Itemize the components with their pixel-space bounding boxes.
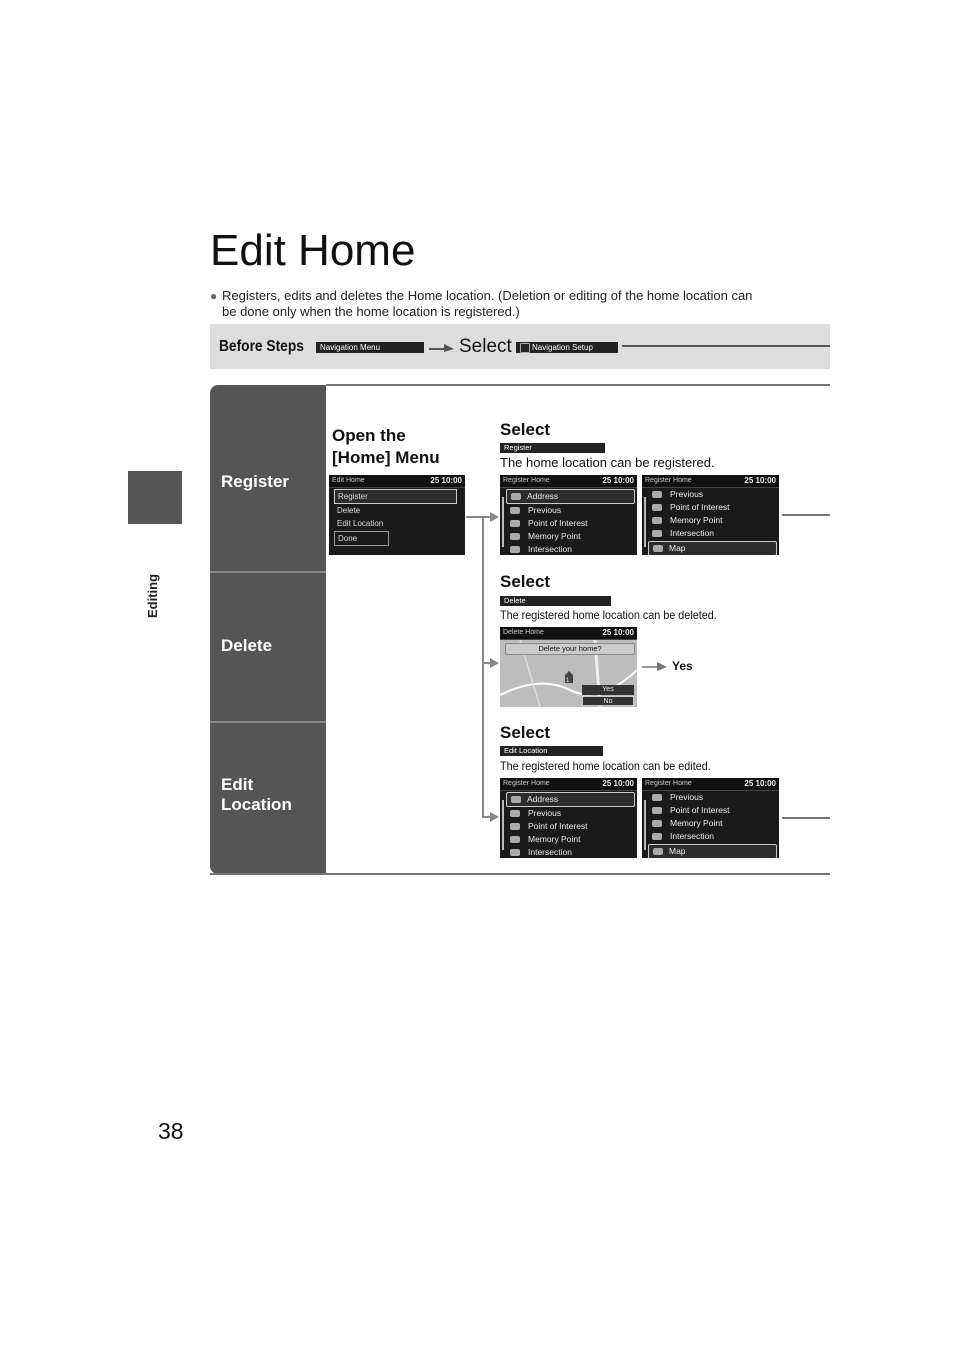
option-intersection[interactable]: Intersection — [642, 527, 779, 540]
option-previous[interactable]: Previous — [500, 504, 637, 517]
bullet-icon: ● — [210, 289, 218, 303]
section-label-register: Register — [221, 472, 290, 491]
delete-description: The registered home location can be deleted. — [500, 608, 717, 622]
edit-register-screen-b — [642, 778, 779, 858]
option-intersection[interactable]: Intersection — [642, 830, 779, 843]
poi-icon — [510, 520, 520, 527]
option-poi[interactable]: Point of Interest — [642, 804, 779, 817]
previous-icon — [652, 491, 662, 498]
navigation-setup-button[interactable] — [516, 342, 618, 353]
intersection-icon — [652, 530, 662, 537]
intro-paragraph — [210, 288, 770, 320]
delete-select-heading: Select — [500, 572, 551, 591]
arrow-right-icon — [488, 657, 500, 669]
continue-line — [782, 817, 830, 819]
register-description: The home location can be registered. — [500, 455, 715, 470]
continue-line — [782, 514, 830, 516]
screen-header: Edit Home 25 10:00 — [329, 475, 465, 488]
delete-button[interactable]: Delete — [500, 596, 611, 606]
register-home-screen-b — [642, 475, 779, 555]
memory-point-icon — [652, 517, 662, 524]
option-map[interactable]: Map — [648, 844, 777, 858]
memory-point-icon — [652, 820, 662, 827]
section-tab-marker — [128, 471, 182, 524]
map-icon — [653, 848, 663, 855]
frame-top-line — [326, 384, 830, 386]
previous-icon — [510, 810, 520, 817]
option-address[interactable]: Address — [506, 792, 635, 807]
delete-home-screen — [500, 627, 637, 707]
previous-icon — [652, 794, 662, 801]
intro-text: Registers, edits and deletes the Home location. (Deletion or editing of the home location can be done only when the home location is registered.) — [222, 288, 753, 319]
section-divider — [210, 571, 326, 573]
option-address[interactable]: Address — [506, 489, 635, 504]
menu-done[interactable]: Done — [334, 531, 389, 546]
poi-icon — [652, 504, 662, 511]
screen-header: Register Home 25 10:00 — [642, 475, 779, 488]
register-button[interactable]: Register — [500, 443, 605, 453]
open-home-menu-heading: Open the [Home] Menu — [332, 426, 440, 467]
option-poi[interactable]: Point of Interest — [642, 501, 779, 514]
arrow-right-icon — [641, 660, 669, 672]
poi-icon — [510, 823, 520, 830]
setup-icon — [520, 343, 530, 353]
option-previous[interactable]: Previous — [642, 791, 779, 804]
intersection-icon — [652, 833, 662, 840]
intersection-icon — [510, 546, 520, 553]
map-icon — [653, 545, 663, 552]
frame-bottom-line — [210, 873, 830, 875]
screen-header: Register Home 25 10:00 — [642, 778, 779, 791]
menu-edit-location[interactable]: Edit Location — [337, 519, 384, 528]
section-tab-label: Editing — [145, 573, 160, 618]
section-label-delete: Delete — [221, 636, 273, 655]
arrow-right-icon — [488, 511, 500, 523]
option-memory-point[interactable]: Memory Point — [642, 817, 779, 830]
poi-icon — [652, 807, 662, 814]
option-memory-point[interactable]: Memory Point — [642, 514, 779, 527]
navigation-setup-label: Navigation Setup — [532, 343, 593, 352]
register-home-screen-a — [500, 475, 637, 555]
previous-icon — [510, 507, 520, 514]
edit-location-button[interactable]: Edit Location — [500, 746, 603, 756]
edit-register-screen-a — [500, 778, 637, 858]
delete-prompt: Delete your home? — [505, 643, 635, 655]
bar-divider — [622, 345, 830, 347]
menu-delete[interactable]: Delete — [337, 506, 361, 515]
option-intersection[interactable]: Intersection — [500, 543, 637, 555]
option-previous[interactable]: Previous — [642, 488, 779, 501]
memory-point-icon — [510, 836, 520, 843]
section-label-edit: Edit Location — [221, 775, 292, 814]
edit-home-screen — [329, 475, 465, 555]
option-map[interactable]: Map — [648, 541, 777, 555]
no-option[interactable]: No — [582, 696, 634, 706]
option-memory-point[interactable]: Memory Point — [500, 833, 637, 846]
screen-header: Delete Home 25 10:00 — [500, 627, 637, 640]
navigation-menu-button[interactable]: Navigation Menu — [316, 342, 424, 353]
yes-option[interactable]: Yes — [582, 685, 634, 695]
address-icon — [511, 796, 521, 803]
memory-point-icon — [510, 533, 520, 540]
yes-label: Yes — [672, 659, 693, 673]
arrow-right-icon — [488, 811, 500, 823]
before-steps-label: Before Steps — [219, 338, 304, 355]
option-memory-point[interactable]: Memory Point — [500, 530, 637, 543]
option-poi[interactable]: Point of Interest — [500, 820, 637, 833]
option-previous[interactable]: Previous — [500, 807, 637, 820]
menu-register[interactable]: Register — [334, 489, 457, 504]
intersection-icon — [510, 849, 520, 856]
select-word: Select — [459, 336, 512, 357]
arrow-right-icon — [428, 341, 456, 353]
option-intersection[interactable]: Intersection — [500, 846, 637, 858]
page-number: 38 — [158, 1118, 184, 1144]
screen-header: Register Home 25 10:00 — [500, 778, 637, 791]
option-poi[interactable]: Point of Interest — [500, 517, 637, 530]
section-divider — [210, 721, 326, 723]
route-shield: 1 — [566, 678, 570, 684]
edit-select-heading: Select — [500, 723, 551, 742]
register-select-heading: Select — [500, 420, 551, 439]
address-icon — [511, 493, 521, 500]
screen-header: Register Home 25 10:00 — [500, 475, 637, 488]
edit-description: The registered home location can be edited. — [500, 759, 711, 773]
page-title: Edit Home — [210, 226, 416, 275]
connector-line — [482, 516, 484, 818]
